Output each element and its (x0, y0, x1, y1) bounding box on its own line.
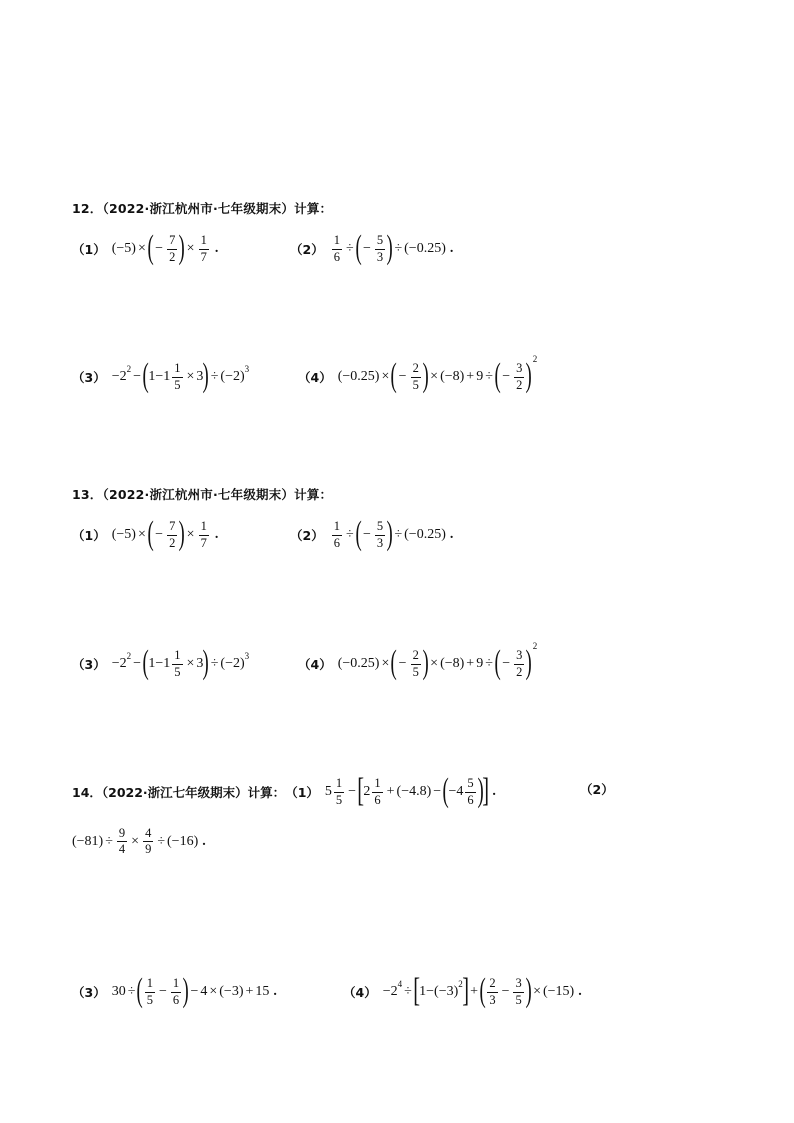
big-lparen: ( (142, 357, 149, 394)
op: − (133, 656, 142, 671)
op: ÷ (485, 656, 493, 671)
big-lparen: ( (494, 644, 501, 681)
op: − (158, 984, 167, 999)
term: −2 (111, 656, 127, 671)
q13-part3 (72, 644, 250, 681)
period: . (214, 241, 219, 256)
op: × (430, 369, 439, 384)
fraction: $\frac{1}{7}$ (200, 519, 207, 550)
op: ÷ (394, 527, 403, 542)
q12-part1 (72, 229, 219, 266)
op: − (433, 784, 442, 799)
term: 15 (255, 984, 270, 999)
big-lbracket: [ (357, 772, 365, 809)
q14-part4 (343, 972, 582, 1009)
term: 4 (200, 984, 208, 999)
op: − (398, 369, 407, 384)
op: ÷ (404, 984, 412, 999)
term: 1− (148, 656, 164, 671)
term: (−0.25) (404, 241, 446, 256)
term: (−0.25) (404, 527, 446, 542)
big-lbracket: [ (413, 972, 420, 1009)
op: − (362, 241, 371, 256)
term: 3 (196, 369, 204, 384)
exponent: 2 (126, 651, 132, 661)
op: + (466, 656, 475, 671)
op: − (190, 984, 199, 999)
q14-p3-label: （3） (72, 985, 106, 1000)
fraction: $\frac{2}{3}$ (489, 976, 496, 1007)
big-rparen: ) (178, 229, 186, 266)
q12-title: 12．（2022·浙江杭州市·七年级期末）计算： (72, 201, 333, 216)
exponent: 2 (532, 354, 538, 364)
q13-p2-label: （2） (290, 528, 324, 543)
period: . (273, 984, 277, 999)
exponent: 2 (126, 364, 132, 374)
term: 9 (476, 369, 484, 384)
op: × (186, 656, 195, 671)
q14-line1 (72, 772, 496, 809)
term: −4 (448, 784, 464, 799)
q12-p2-label: （2） (290, 242, 324, 257)
op: − (133, 369, 142, 384)
q12-part3 (72, 357, 250, 394)
term: (−2) (220, 656, 245, 671)
q13-part4 (298, 641, 538, 681)
q12-p3-label: （3） (72, 370, 106, 385)
period: . (578, 984, 582, 999)
q12-p4-label: （4） (298, 370, 332, 385)
fraction: $\frac{5}{6}$ (467, 776, 474, 807)
exponent: 2 (532, 641, 538, 651)
big-rparen: ) (525, 357, 533, 394)
fraction: $\frac{2}{5}$ (412, 361, 419, 392)
op: ÷ (105, 833, 113, 849)
big-rparen: ) (202, 357, 210, 394)
exponent: 3 (244, 364, 250, 374)
term: −2 (111, 369, 127, 384)
term: 9 (476, 656, 484, 671)
q14-p2-label-wrap (580, 780, 620, 798)
op: ÷ (210, 369, 219, 384)
fraction: $\frac{4}{9}$ (145, 826, 152, 857)
term: 1− (148, 369, 164, 384)
op: − (362, 527, 371, 542)
op: + (466, 369, 475, 384)
op: − (502, 369, 511, 384)
op: ÷ (394, 241, 403, 256)
big-lparen: ( (355, 515, 362, 552)
fraction: $\frac{7}{2}$ (169, 519, 176, 550)
exponent: 4 (397, 979, 403, 989)
big-lparen: ( (147, 515, 154, 552)
fraction: $\frac{5}{3}$ (376, 519, 384, 550)
big-lparen: ( (142, 644, 149, 681)
fraction: $\frac{5}{3}$ (376, 233, 384, 264)
term: (−16) (167, 833, 199, 849)
big-rparen: ) (422, 644, 429, 681)
exponent: 3 (244, 651, 250, 661)
op: × (131, 833, 140, 849)
term: (−4.8) (396, 784, 432, 799)
q14-part2 (72, 827, 206, 856)
period: . (492, 784, 496, 799)
q13-part2 (290, 515, 454, 552)
big-lparen: ( (147, 229, 154, 266)
mixed-number: 1 $\frac{1}{5}$ (163, 648, 181, 679)
big-lparen: ( (136, 972, 144, 1009)
q14-p2-label: （2） (580, 782, 614, 797)
big-lparen: ( (355, 229, 362, 266)
q12-part2 (290, 229, 454, 266)
term: (−81) (72, 833, 104, 849)
term: 1− (419, 984, 435, 999)
op: × (533, 984, 541, 999)
fraction: $\frac{1}{7}$ (200, 233, 207, 264)
big-lparen: ( (494, 357, 501, 394)
period: . (449, 241, 454, 256)
period: . (202, 833, 206, 849)
big-rparen: ) (202, 644, 210, 681)
q13-p4-label: （4） (298, 657, 332, 672)
fraction: $\frac{3}{5}$ (515, 976, 522, 1007)
big-rparen: ) (477, 772, 484, 809)
mixed-number: 1 $\frac{1}{5}$ (163, 361, 181, 392)
op: × (186, 369, 195, 384)
op: − (502, 656, 511, 671)
op: ÷ (345, 527, 354, 542)
big-lparen: ( (442, 772, 449, 809)
mixed-number: 2 $\frac{1}{6}$ (363, 776, 381, 807)
op: × (137, 527, 146, 542)
q13-p3-label: （3） (72, 657, 106, 672)
q12-p1-label: （1） (72, 242, 106, 257)
term: (−5) (111, 241, 136, 256)
q14-title: 14．（2022·浙江七年级期末）计算： (72, 785, 286, 800)
fraction: $\frac{1}{6}$ (172, 976, 180, 1007)
op: + (386, 784, 395, 799)
op: ÷ (485, 369, 493, 384)
period: . (449, 527, 454, 542)
fraction: $\frac{1}{5}$ (146, 976, 153, 1007)
term: 3 (196, 656, 204, 671)
op: × (186, 527, 195, 542)
op: − (348, 784, 357, 799)
big-rparen: ) (182, 972, 189, 1009)
big-rparen: ) (422, 357, 429, 394)
big-lparen: ( (390, 357, 398, 394)
op: − (501, 984, 510, 999)
big-rparen: ) (525, 972, 532, 1009)
term: (−15) (542, 984, 575, 999)
op: × (381, 656, 390, 671)
op: ÷ (345, 241, 354, 256)
op: × (381, 369, 390, 384)
term: (−8) (440, 656, 465, 671)
term: (−3) (434, 984, 459, 999)
op: × (209, 984, 218, 999)
fraction: $\frac{1}{6}$ (333, 519, 340, 550)
q14-p1-label: （1） (285, 785, 319, 800)
big-rparen: ) (525, 644, 533, 681)
op: ÷ (127, 984, 136, 999)
op: × (186, 241, 195, 256)
fraction: $\frac{3}{2}$ (516, 361, 523, 392)
term: (−8) (440, 369, 465, 384)
op: − (398, 656, 407, 671)
op: ÷ (157, 833, 166, 849)
mixed-number: 5 $\frac{1}{5}$ (324, 776, 343, 807)
term: (−5) (111, 527, 136, 542)
op: ÷ (210, 656, 219, 671)
term: (−0.25) (337, 656, 380, 671)
term: −2 (382, 984, 398, 999)
fraction: $\frac{3}{2}$ (516, 648, 523, 679)
big-rparen: ) (386, 515, 393, 552)
q12-part4 (298, 354, 538, 394)
exponent: 2 (458, 979, 463, 989)
term: (−0.25) (337, 369, 380, 384)
op: − (155, 527, 164, 542)
op: × (430, 656, 439, 671)
fraction: $\frac{2}{5}$ (412, 648, 419, 679)
big-lparen: ( (390, 644, 398, 681)
fraction: $\frac{1}{6}$ (333, 233, 340, 264)
term: (−3) (219, 984, 244, 999)
op: + (245, 984, 254, 999)
big-rparen: ) (178, 515, 186, 552)
big-rparen: ) (386, 229, 393, 266)
q14-part3 (72, 972, 277, 1009)
big-rbracket: ] (462, 972, 469, 1009)
period: . (214, 527, 219, 542)
big-lparen: ( (479, 972, 486, 1009)
term: 30 (111, 984, 126, 999)
fraction: $\frac{7}{2}$ (169, 233, 176, 264)
q13-title: 13．（2022·浙江杭州市·七年级期末）计算： (72, 487, 333, 502)
op: × (137, 241, 146, 256)
term: (−2) (220, 369, 245, 384)
q14-p4-label: （4） (343, 985, 377, 1000)
q13-p1-label: （1） (72, 528, 106, 543)
op: + (470, 984, 478, 999)
fraction: $\frac{9}{4}$ (118, 826, 126, 857)
op: − (155, 241, 164, 256)
big-rbracket: ] (482, 772, 490, 809)
q13-part1 (72, 515, 219, 552)
